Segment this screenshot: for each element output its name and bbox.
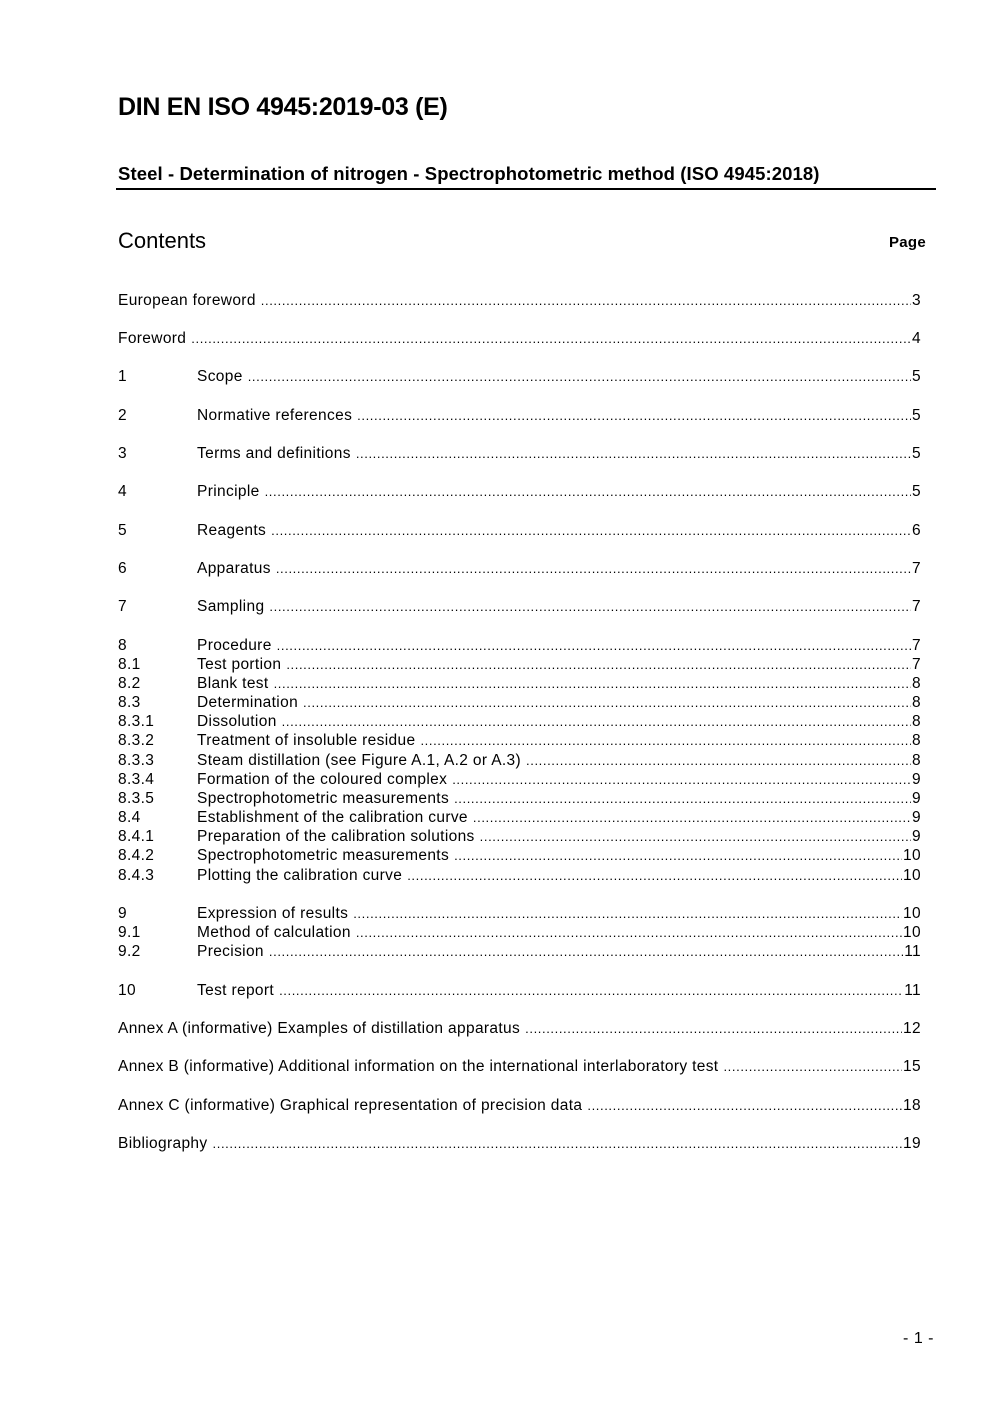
toc-entry-page: 11 — [904, 943, 921, 960]
toc-entry-page: 7 — [912, 637, 921, 654]
toc-entry[interactable] — [118, 790, 921, 810]
toc-entry-page: 8 — [912, 713, 921, 730]
toc-entry-number: 9.1 — [118, 924, 141, 941]
toc-entry-page: 8 — [912, 694, 921, 711]
toc-dot-leader — [276, 562, 911, 575]
toc-entry-title: Sampling — [197, 598, 265, 615]
page-number-footer: - 1 - — [903, 1330, 934, 1347]
toc-entry-title: Test portion — [197, 656, 282, 673]
toc-entry[interactable] — [118, 1058, 921, 1078]
toc-entry[interactable] — [118, 445, 921, 465]
toc-entry-title: Normative references — [197, 407, 353, 424]
toc-entry-page: 5 — [912, 407, 921, 424]
toc-dot-leader — [452, 773, 911, 786]
toc-entry[interactable] — [118, 828, 921, 848]
contents-heading: Contents — [118, 228, 207, 253]
toc-entry-number: 3 — [118, 445, 127, 462]
toc-entry-title: European foreword — [118, 292, 256, 309]
toc-entry-page: 6 — [912, 522, 921, 539]
toc-entry-number: 8.4.3 — [118, 867, 155, 884]
toc-entry-title: Annex A (informative) Examples of distillation apparatus — [118, 1020, 521, 1037]
toc-entry-title: Expression of results — [197, 905, 349, 922]
toc-dot-leader — [407, 869, 902, 882]
toc-entry-page: 8 — [912, 732, 921, 749]
toc-entry-title: Annex B (informative) Additional information on the international interlaboratory test — [118, 1058, 719, 1075]
toc-entry-title: Procedure — [197, 637, 272, 654]
toc-entry-title: Apparatus — [197, 560, 271, 577]
toc-entry-number: 2 — [118, 407, 127, 424]
toc-entry-title: Method of calculation — [197, 924, 351, 941]
toc-entry-number: 10 — [118, 982, 136, 999]
toc-entry-page: 12 — [903, 1020, 921, 1037]
toc-entry-number: 8.3 — [118, 694, 141, 711]
toc-entry-title: Steam distillation (see Figure A.1, A.2 or A.3) — [197, 752, 522, 769]
toc-entry[interactable] — [118, 924, 921, 944]
toc-dot-leader — [356, 926, 902, 939]
toc-entry-number: 6 — [118, 560, 127, 577]
toc-dot-leader — [356, 447, 911, 460]
document-title: DIN EN ISO 4945:2019-03 (E) — [118, 93, 448, 121]
toc-entry[interactable] — [118, 368, 921, 388]
toc-dot-leader — [420, 734, 911, 747]
toc-entry-title: Plotting the calibration curve — [197, 867, 403, 884]
toc-entry-page: 7 — [912, 598, 921, 615]
toc-dot-leader — [265, 485, 911, 498]
toc-dot-leader — [525, 1022, 902, 1035]
toc-entry-title: Terms and definitions — [197, 445, 351, 462]
toc-entry-title: Spectrophotometric measurements — [197, 790, 450, 807]
toc-entry-number: 8.4.1 — [118, 828, 155, 845]
page-column-heading: Page — [888, 234, 926, 251]
toc-entry-number: 8.4.2 — [118, 847, 155, 864]
toc-entry-page: 5 — [912, 483, 921, 500]
toc-entry[interactable] — [118, 675, 921, 695]
toc-entry-title: Annex C (informative) Graphical representation of precision data — [118, 1097, 583, 1114]
toc-entry-title: Preparation of the calibration solutions — [197, 828, 475, 845]
toc-entry-number: 4 — [118, 483, 127, 500]
toc-entry-page: 7 — [912, 560, 921, 577]
toc-entry-number: 8.4 — [118, 809, 141, 826]
toc-entry-title: Spectrophotometric measurements — [197, 847, 450, 864]
toc-entry[interactable] — [118, 809, 921, 829]
toc-entry[interactable] — [118, 560, 921, 580]
toc-entry[interactable] — [118, 1097, 921, 1117]
toc-dot-leader — [277, 639, 911, 652]
toc-entry-page: 10 — [903, 924, 921, 941]
toc-entry-page: 4 — [912, 330, 921, 347]
toc-entry-page: 11 — [904, 982, 921, 999]
toc-entry-number: 9 — [118, 905, 127, 922]
toc-entry[interactable] — [118, 694, 921, 714]
toc-entry-number: 8.3.3 — [118, 752, 155, 769]
toc-dot-leader — [279, 984, 903, 997]
toc-entry[interactable] — [118, 1020, 921, 1040]
toc-entry-number: 8.2 — [118, 675, 141, 692]
toc-entry-title: Determination — [197, 694, 299, 711]
toc-dot-leader — [454, 849, 902, 862]
toc-dot-leader — [480, 830, 911, 843]
toc-dot-leader — [454, 792, 911, 805]
toc-entry[interactable] — [118, 943, 921, 963]
toc-entry-title: Reagents — [197, 522, 267, 539]
toc-entry[interactable] — [118, 598, 921, 618]
toc-dot-leader — [271, 524, 911, 537]
toc-entry[interactable] — [118, 330, 921, 350]
toc-entry-page: 19 — [903, 1135, 921, 1152]
toc-dot-leader — [303, 696, 911, 709]
toc-dot-leader — [286, 658, 911, 671]
toc-entry[interactable] — [118, 713, 921, 733]
toc-entry-page: 10 — [903, 847, 921, 864]
toc-entry[interactable] — [118, 483, 921, 503]
toc-dot-leader — [248, 370, 911, 383]
toc-dot-leader — [357, 409, 911, 422]
toc-dot-leader — [269, 600, 911, 613]
toc-entry[interactable] — [118, 407, 921, 427]
toc-entry[interactable] — [118, 1135, 921, 1155]
toc-entry-title: Scope — [197, 368, 243, 385]
toc-entry-title: Foreword — [118, 330, 187, 347]
toc-dot-leader — [353, 907, 902, 920]
toc-entry-page: 3 — [912, 292, 921, 309]
toc-entry-page: 9 — [912, 790, 921, 807]
toc-dot-leader — [213, 1137, 903, 1150]
toc-dot-leader — [274, 677, 911, 690]
toc-entry-title: Formation of the coloured complex — [197, 771, 448, 788]
toc-dot-leader — [587, 1099, 902, 1112]
toc-entry-page: 8 — [912, 675, 921, 692]
toc-entry[interactable] — [118, 522, 921, 542]
toc-entry[interactable] — [118, 656, 921, 676]
toc-entry-title: Principle — [197, 483, 260, 500]
toc-entry-number: 9.2 — [118, 943, 141, 960]
toc-entry-number: 7 — [118, 598, 127, 615]
toc-entry-number: 8.3.5 — [118, 790, 155, 807]
toc-entry-number: 8.3.2 — [118, 732, 155, 749]
toc-entry-title: Dissolution — [197, 713, 277, 730]
toc-entry-page: 7 — [912, 656, 921, 673]
toc-entry-number: 1 — [118, 368, 127, 385]
toc-entry-page: 10 — [903, 905, 921, 922]
document-subtitle: Steel - Determination of nitrogen - Spectrophotometric method (ISO 4945:2018) — [116, 163, 936, 190]
toc-dot-leader — [723, 1060, 902, 1073]
toc-entry[interactable] — [118, 292, 921, 312]
toc-entry-title: Test report — [197, 982, 275, 999]
toc-entry-number: 8 — [118, 637, 127, 654]
toc-entry[interactable] — [118, 847, 921, 867]
toc-entry-title: Bibliography — [118, 1135, 208, 1152]
toc-entry-number: 8.3.1 — [118, 713, 155, 730]
toc-entry[interactable] — [118, 905, 921, 925]
toc-entry[interactable] — [118, 752, 921, 772]
toc-dot-leader — [191, 332, 911, 345]
toc-entry-page: 18 — [903, 1097, 921, 1114]
toc-entry-page: 5 — [912, 368, 921, 385]
toc-entry-number: 5 — [118, 522, 127, 539]
toc-entry[interactable] — [118, 771, 921, 791]
toc-entry-title: Precision — [197, 943, 264, 960]
toc-dot-leader — [526, 754, 911, 767]
toc-entry-page: 9 — [912, 771, 921, 788]
toc-entry-page: 8 — [912, 752, 921, 769]
toc-entry-page: 9 — [912, 828, 921, 845]
toc-entry-page: 10 — [903, 867, 921, 884]
toc-entry-page: 9 — [912, 809, 921, 826]
toc-entry[interactable] — [118, 637, 921, 657]
toc-entry[interactable] — [118, 867, 921, 887]
toc-entry-title: Blank test — [197, 675, 269, 692]
toc-dot-leader — [269, 945, 903, 958]
toc-entry-number: 8.3.4 — [118, 771, 155, 788]
toc-entry-page: 5 — [912, 445, 921, 462]
toc-entry-number: 8.1 — [118, 656, 141, 673]
toc-entry-title: Establishment of the calibration curve — [197, 809, 468, 826]
toc-entry[interactable] — [118, 982, 921, 1002]
toc-dot-leader — [473, 811, 911, 824]
toc-entry[interactable] — [118, 732, 921, 752]
toc-entry-page: 15 — [903, 1058, 921, 1075]
toc-dot-leader — [261, 294, 911, 307]
toc-dot-leader — [282, 715, 911, 728]
toc-entry-title: Treatment of insoluble residue — [197, 732, 416, 749]
